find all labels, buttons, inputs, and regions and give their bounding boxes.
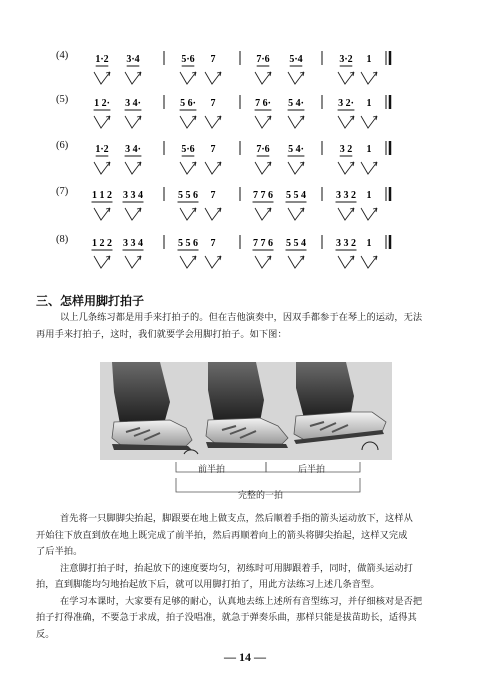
note-group: 1·2 bbox=[95, 54, 109, 65]
note-group: 1 bbox=[366, 190, 372, 201]
beat-arrow bbox=[205, 208, 221, 220]
note-group: 5 5 6 bbox=[178, 190, 198, 201]
beat-arrow bbox=[255, 208, 271, 220]
beat-arrow bbox=[205, 116, 221, 128]
beat-arrow bbox=[255, 256, 271, 268]
beat-arrow bbox=[180, 256, 196, 268]
beat-arrow bbox=[205, 72, 221, 84]
exercise-number: (7) bbox=[56, 186, 69, 197]
beat-arrow bbox=[94, 72, 110, 84]
beat-arrow bbox=[180, 208, 196, 220]
beat-arrow bbox=[288, 72, 304, 84]
note-group: 1·2 bbox=[95, 144, 109, 155]
exercise-staff bbox=[0, 138, 490, 180]
beat-arrow bbox=[255, 72, 271, 84]
p2-line-1: 注意脚打拍子时，抬起放下的速度要均匀，初练时可用脚跟着手，同时，做箭头运动打 bbox=[60, 563, 413, 574]
note-group: 1 2· bbox=[94, 98, 110, 109]
note-group: 3 3 4 bbox=[123, 238, 143, 249]
note-group: 5 4· bbox=[288, 98, 304, 109]
exercise-staff bbox=[0, 232, 490, 274]
beat-arrow bbox=[255, 116, 271, 128]
note-group: 3 3 4 bbox=[123, 190, 143, 201]
beat-arrow bbox=[125, 208, 141, 220]
note-group: 5 5 6 bbox=[178, 238, 198, 249]
note-group: 1 2 2 bbox=[92, 238, 112, 249]
p1-line-1: 首先将一只脚脚尖抬起，脚跟要在地上做支点，然后顺着手指的箭头运动放下，这样从 bbox=[60, 513, 413, 524]
second-half-beat-label: 后半拍 bbox=[298, 465, 326, 475]
exercise-number: (4) bbox=[56, 50, 69, 61]
exercise-row-7 bbox=[0, 184, 490, 226]
intro-line-1: 以上几条练习都是用手来打拍子的。但在吉他演奏中，因双手都参于在琴上的运动，无法 bbox=[60, 312, 423, 323]
note-group: 7 bbox=[210, 98, 216, 109]
p1-line-3: 了后半拍。 bbox=[36, 546, 83, 557]
note-group: 7 bbox=[210, 190, 216, 201]
beat-arrow bbox=[338, 208, 354, 220]
note-group: 3 4· bbox=[125, 144, 141, 155]
note-group: 1 bbox=[366, 54, 372, 65]
exercise-staff bbox=[0, 92, 490, 134]
note-group: 3 3 2 bbox=[336, 190, 356, 201]
intro-line-2: 再用手来打拍子，这时，我们就要学会用脚打拍子。如下图： bbox=[36, 329, 287, 340]
first-half-beat-label: 前半拍 bbox=[198, 465, 226, 475]
beat-arrow bbox=[205, 256, 221, 268]
note-group: 5·4 bbox=[289, 54, 303, 65]
exercise-number: (8) bbox=[56, 234, 69, 245]
beat-arrow bbox=[361, 256, 377, 268]
page-number: — 14 — bbox=[224, 650, 266, 664]
note-group: 5·6 bbox=[181, 54, 195, 65]
beat-arrow bbox=[288, 256, 304, 268]
note-group: 7·6 bbox=[256, 54, 270, 65]
beat-arrow bbox=[338, 162, 354, 174]
beat-arrow bbox=[361, 116, 377, 128]
note-group: 1 1 2 bbox=[92, 190, 112, 201]
beat-arrow bbox=[125, 72, 141, 84]
beat-brackets bbox=[0, 460, 490, 512]
exercise-number: (5) bbox=[56, 94, 69, 105]
note-group: 1 bbox=[366, 98, 372, 109]
beat-arrow bbox=[180, 72, 196, 84]
beat-arrow bbox=[125, 162, 141, 174]
note-group: 3 2· bbox=[338, 98, 354, 109]
p2-line-2: 拍，直到脚能均匀地抬起放下后，就可以用脚打拍了，用此方法练习上述几条音型。 bbox=[36, 579, 380, 590]
beat-arrow bbox=[338, 256, 354, 268]
exercise-staff bbox=[0, 48, 490, 90]
beat-arrow bbox=[94, 256, 110, 268]
beat-arrow bbox=[94, 208, 110, 220]
foot-illustration bbox=[100, 362, 392, 460]
exercise-staff bbox=[0, 184, 490, 226]
note-group: 7 7 6 bbox=[253, 238, 273, 249]
note-group: 7 bbox=[210, 144, 216, 155]
p3-line-3: 反。 bbox=[36, 629, 55, 640]
note-group: 5 5 4 bbox=[286, 238, 306, 249]
note-group: 3·4 bbox=[126, 54, 140, 65]
note-group: 5·6 bbox=[181, 144, 195, 155]
note-group: 1 bbox=[366, 238, 372, 249]
beat-arrow bbox=[180, 116, 196, 128]
note-group: 5 5 4 bbox=[286, 190, 306, 201]
beat-arrow bbox=[288, 116, 304, 128]
note-group: 7 bbox=[210, 54, 216, 65]
beat-arrow bbox=[361, 162, 377, 174]
beat-arrow bbox=[361, 208, 377, 220]
beat-arrow bbox=[94, 162, 110, 174]
beat-arrow bbox=[94, 116, 110, 128]
exercise-row-6 bbox=[0, 138, 490, 180]
beat-arrow bbox=[255, 162, 271, 174]
beat-arrow bbox=[180, 162, 196, 174]
exercise-row-8 bbox=[0, 232, 490, 274]
beat-arrow bbox=[361, 72, 377, 84]
note-group: 7 bbox=[210, 238, 216, 249]
beat-arrow bbox=[338, 116, 354, 128]
beat-arrow bbox=[125, 256, 141, 268]
beat-arrow bbox=[205, 162, 221, 174]
note-group: 7·6 bbox=[256, 144, 270, 155]
note-group: 3 3 2 bbox=[336, 238, 356, 249]
p1-line-2: 开始往下放直到放在地上既完成了前半拍，然后再顺着向上的箭头将脚尖抬起，这样又完成 bbox=[36, 530, 408, 541]
note-group: 3·2 bbox=[339, 54, 353, 65]
beat-arrow bbox=[125, 116, 141, 128]
foot-tapping-figure bbox=[100, 362, 392, 460]
section-heading: 三、怎样用脚打拍子 bbox=[36, 294, 145, 308]
p3-line-1: 在学习本课时，大家要有足够的耐心，认真地去练上述所有音型练习，并仔细核对是否把 bbox=[60, 596, 423, 607]
exercise-number: (6) bbox=[56, 140, 69, 151]
beat-arrow bbox=[288, 162, 304, 174]
note-group: 3 4· bbox=[125, 98, 141, 109]
exercise-row-5 bbox=[0, 92, 490, 134]
note-group: 7 6· bbox=[255, 98, 271, 109]
beat-arrow bbox=[288, 208, 304, 220]
p3-line-2: 拍子打得准确，不要急于求成，拍子没唱准，就急于弹奏乐曲，那样只能是拔苗助长，适得其 bbox=[36, 612, 417, 623]
note-group: 5 4· bbox=[288, 144, 304, 155]
note-group: 7 7 6 bbox=[253, 190, 273, 201]
beat-arrow bbox=[338, 72, 354, 84]
note-group: 1 bbox=[366, 144, 372, 155]
note-group: 5 6· bbox=[180, 98, 196, 109]
exercise-row-4 bbox=[0, 48, 490, 90]
note-group: 3 2 bbox=[339, 144, 353, 155]
full-beat-label: 完整的一拍 bbox=[238, 491, 284, 501]
